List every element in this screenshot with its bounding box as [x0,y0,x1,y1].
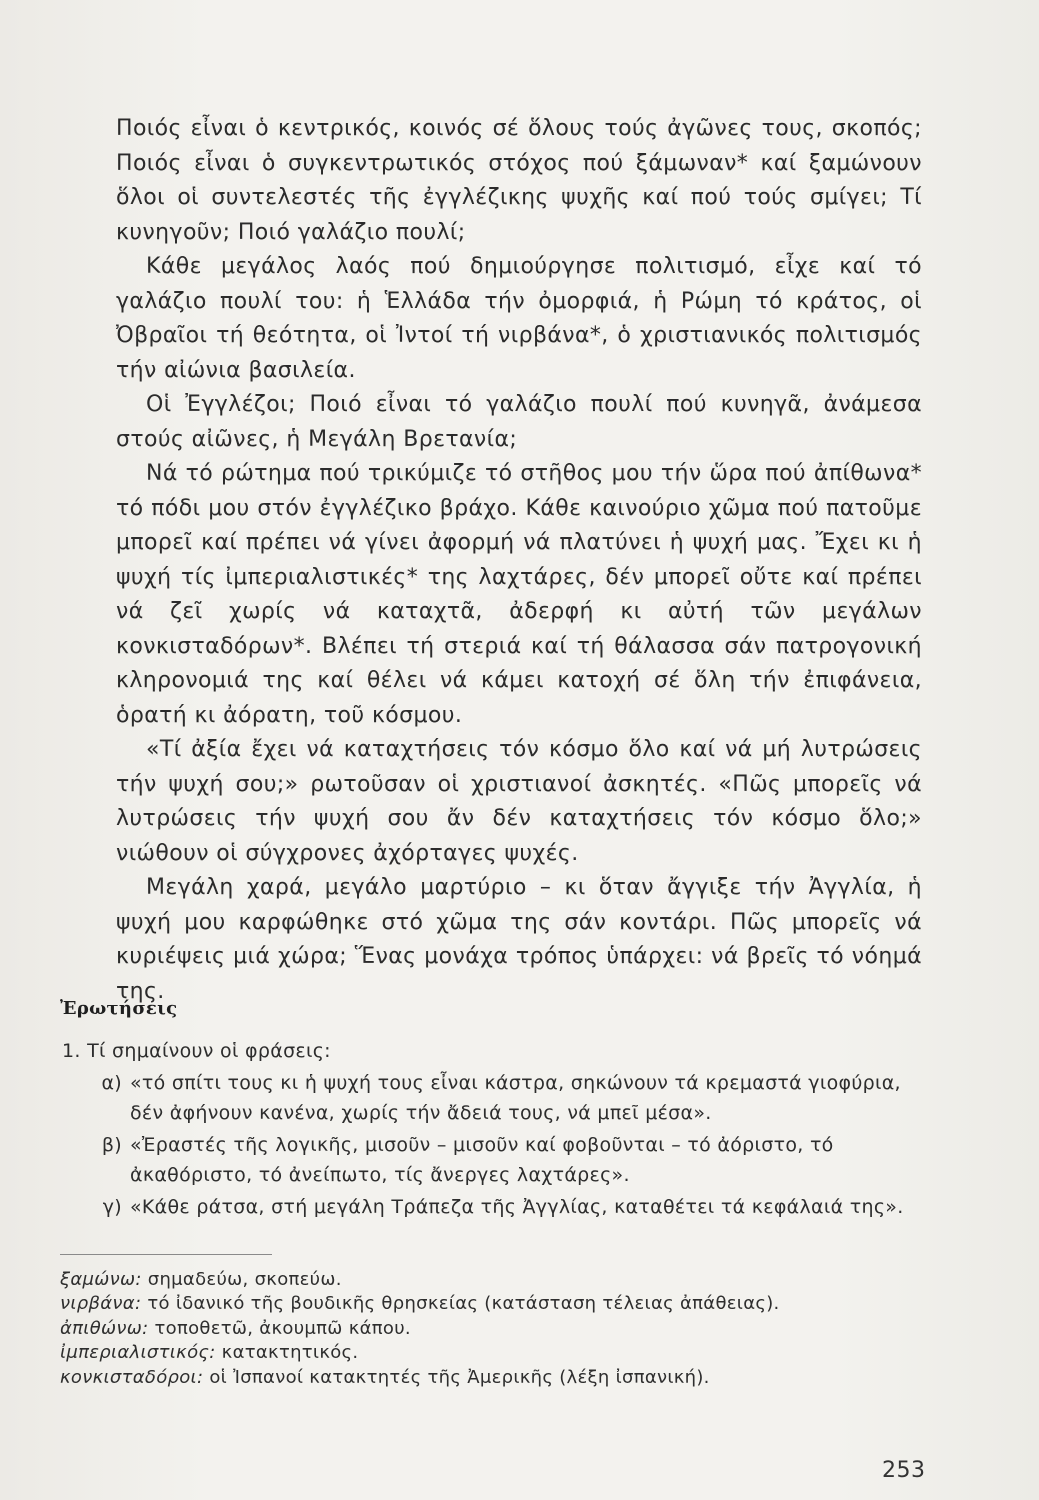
footnote-definition: τό ἰδανικό τῆς βουδικῆς θρησκείας (κατάσταση τέλειας ἀπάθειας). [147,1293,780,1315]
question-item [62,1192,922,1222]
footnote [60,1366,940,1390]
footnote [60,1341,940,1365]
question-text: «Κάθε ράτσα, στή μεγάλη Τράπεζα τῆς Ἀγγλίας, καταθέτει τά κεφάλαιά της». [130,1196,904,1218]
question-letter: α) [101,1072,122,1094]
paragraph-2: Κάθε μεγάλος λαός πού δημιούργησε πολιτισμό, εἶχε καί τό γαλάζιο πουλί του: ἡ Ἑλλάδα τήν ὀμορφιά, ἡ Ρώμη τό κράτος, οἱ Ὀβραῖοι τή θεότητα, οἱ Ἰντοί τή νιρβάνα*, ὁ χριστιανικός πολιτισμός τήν αἰώνια βασιλεία. [116,254,922,383]
paragraph-4: Νά τό ρώτημα πού τρικύμιζε τό στῆθος μου τήν ὥρα πού ἀπίθωνα* τό πόδι μου στόν ἐγγλέζικο βράχο. Κάθε καινούριο χῶμα πού πατοῦμε μπορεῖ καί πρέπει νά γίνει ἀφορμή νά πλατύνει ἡ ψυχή μας. Ἔχει κι ἡ ψυχή τίς ἰμπεριαλιστικές* της λαχτάρες, δέν μπορεῖ οὔτε καί πρέπει νά ζεῖ χωρίς νά καταχτᾶ, ἀδερφή κι αὐτή τῶν μεγάλων κονκισταδόρων*. Βλέπει τή στεριά καί τή θάλασσα σάν πατρογονική κληρονομιά της καί θέλει νά κάμει κατοχή σέ ὅλη τήν ἐπιφάνεια, ὁρατή κι ἀόρατη, τοῦ κόσμου. [116,461,922,728]
footnote-definition: τοποθετῶ, ἀκουμπῶ κάπου. [154,1317,411,1339]
footnote [60,1317,940,1341]
footnote-term: νιρβάνα: [60,1293,142,1315]
question-item [62,1068,922,1128]
footnote [60,1292,940,1316]
question-text: «τό σπίτι τους κι ἡ ψυχή τους εἶναι κάστρα, σηκώνουν τά κρεμαστά γιοφύρια, δέν ἀφήνουν κανένα, χωρίς τήν ἄδειά τους, νά μπεῖ μέσα». [130,1072,901,1124]
question-letter: β) [101,1134,122,1156]
footnote-definition: κατακτητικός. [221,1342,359,1364]
footnote-definition: σημαδεύω, σκοπεύω. [147,1269,342,1290]
footnote-term: ἰμπεριαλιστικός: [60,1342,216,1364]
footnote [60,1268,940,1292]
footnote-term: ξαμώνω: [60,1269,142,1290]
question-intro: 1. Τί σημαίνουν οἱ φράσεις: [62,1040,331,1062]
page-number: 253 [882,1458,926,1483]
questions-heading: Ἐρωτήσεις [60,998,178,1019]
footnote-term: κονκισταδόροι: [60,1366,204,1388]
question-letter: γ) [102,1196,122,1218]
question-item [62,1130,922,1190]
paragraph-6: Μεγάλη χαρά, μεγάλο μαρτύριο – κι ὅταν ἄγγιξε τήν Ἀγγλία, ἡ ψυχή μου καρφώθηκε στό χῶμα της σάν κοντάρι. Πῶς μπορεῖς νά κυριέψεις μιά χώρα; Ἕνας μονάχα τρόπος ὑπάρχει: νά βρεῖς τό νόημά της. [116,875,922,1004]
paragraph-3: Οἱ Ἐγγλέζοι; Ποιό εἶναι τό γαλάζιο πουλί πού κυνηγᾶ, ἀνάμεσα στούς αἰῶνες, ἡ Μεγάλη Βρετανία; [116,392,922,452]
main-text [116,112,922,1009]
paragraph-1: Ποιός εἶναι ὁ κεντρικός, κοινός σέ ὅλους τούς ἀγῶνες τους, σκοπός; Ποιός εἶναι ὁ συγκεντρωτικός στόχος πού ξάμωναν* καί ξαμώνουν ὅλοι οἱ συντελεστές τῆς ἐγγλέζικης ψυχῆς καί πού τούς σμίγει; Τί κυνηγοῦν; Ποιό γαλάζιο πουλί; [116,116,922,245]
footnote-term: ἀπιθώνω: [60,1317,149,1339]
footnotes [60,1268,940,1390]
question-text: «Ἐραστές τῆς λογικῆς, μισοῦν – μισοῦν καί φοβοῦνται – τό ἀόριστο, τό ἀκαθόριστο, τό ἀνείπωτο, τίς ἄνεργες λαχτάρες». [130,1134,834,1186]
paragraph-5: «Τί ἀξία ἔχει νά καταχτήσεις τόν κόσμο ὅλο καί νά μή λυτρώσεις τήν ψυχή σου;» ρωτοῦσαν οἱ χριστιανοί ἀσκητές. «Πῶς μπορεῖς νά λυτρώσεις τήν ψυχή σου ἄν δέν καταχτήσεις τόν κόσμο ὅλο;» νιώθουν οἱ σύγχρονες ἀχόρταγες ψυχές. [116,737,922,866]
footnote-divider [60,1254,272,1255]
questions-list [62,1036,922,1224]
footnote-definition: οἱ Ἰσπανοί κατακτητές τῆς Ἀμερικῆς (λέξη ἰσπανική). [209,1366,710,1388]
